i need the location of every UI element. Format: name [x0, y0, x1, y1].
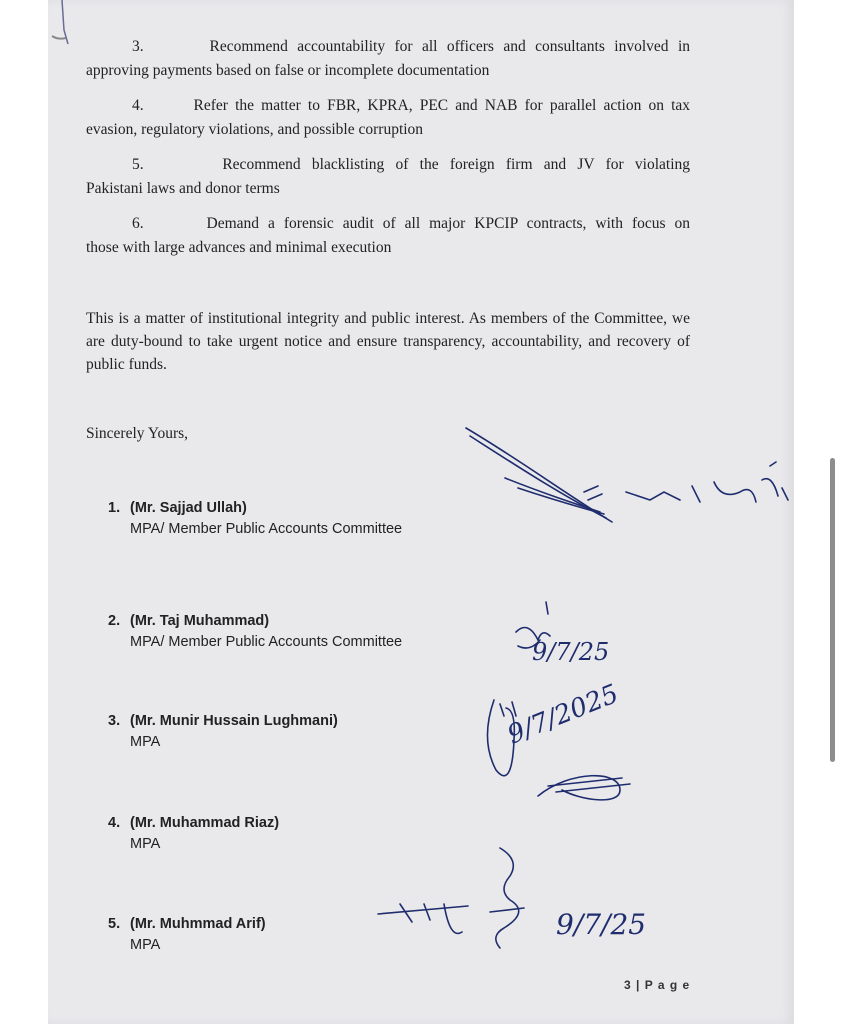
signatory-number: 2. [108, 613, 121, 629]
item-number: 3. [132, 38, 144, 55]
item-text-line2: those with large advances and minimal execution [86, 239, 392, 256]
item-text-line2: Pakistani laws and donor terms [86, 180, 280, 197]
recommendation-item-5 [86, 153, 690, 201]
item-text-line1: Refer the matter to FBR, KPRA, PEC and NAB for parallel action on tax [193, 97, 691, 114]
signature-date-5: 9/7/25 [556, 908, 647, 941]
signatory-2 [108, 611, 402, 653]
signatory-1 [108, 498, 402, 540]
signature-date-2: 9/7/25 [532, 638, 610, 666]
signatory-5 [108, 914, 266, 956]
signatory-title: MPA [130, 836, 161, 852]
scrollbar-thumb[interactable] [830, 458, 835, 762]
binder-clip-mark [48, 0, 78, 50]
signatory-name: (Mr. Muhammad Riaz) [130, 815, 280, 831]
signatory-number: 3. [108, 713, 121, 729]
signatory-number: 5. [108, 916, 121, 932]
item-text-line2: evasion, regulatory violations, and possible corruption [86, 121, 424, 138]
item-text-line1: Demand a forensic audit of all major KPCIP contracts, with focus on [206, 215, 691, 232]
signatory-title: MPA [130, 734, 161, 750]
closing-paragraph: This is a matter of institutional integrity and public interest. As members of the Committee, we are duty-bound to take urgent notice and ensure transparency, accountability, and recovery of public funds. [86, 310, 690, 373]
page-number: 3 | P a g e [624, 978, 691, 992]
signature-date-3: 9/7/2025 [503, 678, 623, 751]
item-number: 5. [132, 156, 144, 173]
item-text-line1: Recommend blacklisting of the foreign firm and JV for violating [222, 156, 691, 173]
salutation: Sincerely Yours, [86, 425, 189, 442]
recommendation-item-3 [86, 35, 690, 83]
signatory-title: MPA/ Member Public Accounts Committee [130, 634, 403, 650]
signatory-3 [108, 711, 338, 753]
signatory-name: (Mr. Munir Hussain Lughmani) [130, 713, 338, 729]
signatory-name: (Mr. Muhmmad Arif) [130, 916, 266, 932]
item-number: 6. [132, 215, 144, 232]
signatory-4 [108, 813, 279, 855]
item-number: 4. [132, 97, 144, 114]
item-text-line1: Recommend accountability for all officers and consultants involved in [209, 38, 690, 55]
signatory-name: (Mr. Sajjad Ullah) [130, 500, 247, 516]
recommendation-item-4 [86, 94, 690, 142]
signatory-title: MPA/ Member Public Accounts Committee [130, 521, 403, 537]
signatory-title: MPA [130, 937, 161, 953]
signatory-number: 1. [108, 500, 121, 516]
recommendation-item-6 [86, 212, 690, 260]
item-text-line2: approving payments based on false or incomplete documentation [86, 62, 490, 79]
signatory-number: 4. [108, 815, 121, 831]
signatory-name: (Mr. Taj Muhammad) [130, 613, 270, 629]
